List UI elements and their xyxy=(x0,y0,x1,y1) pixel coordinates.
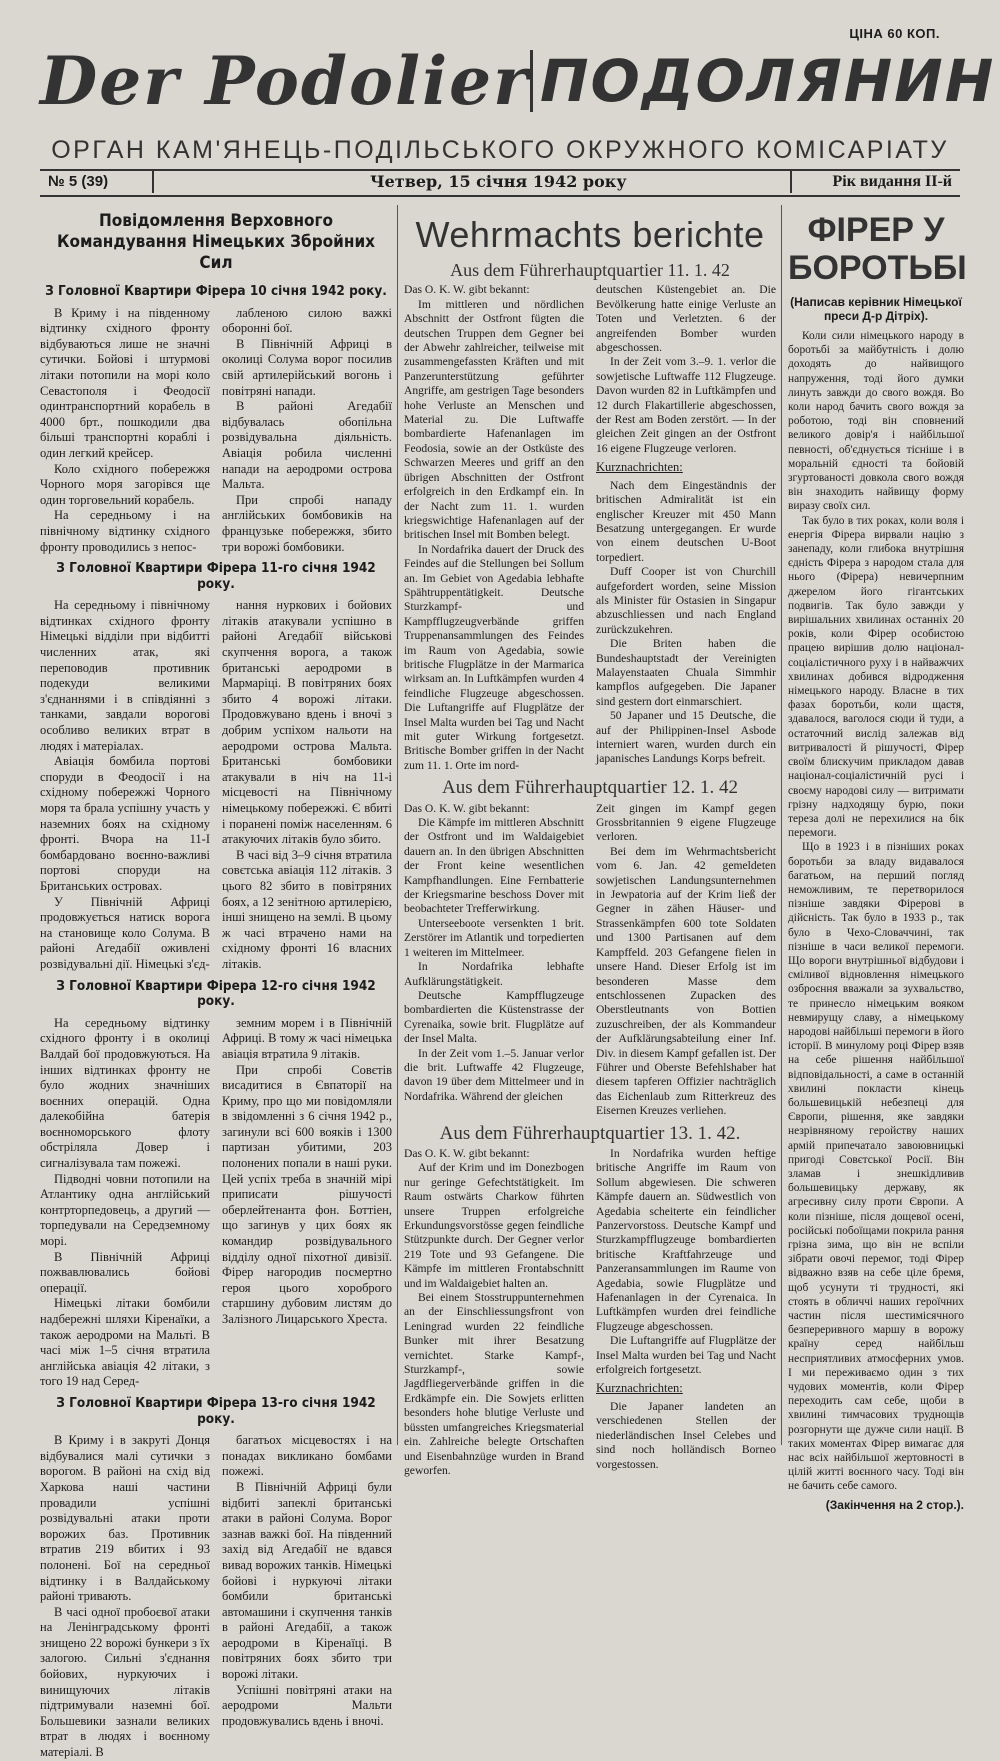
paragraph: In der Zeit vom 1.–5. Januar verlor die brit. Luftwaffe 42 Flugzeuge, davon 19 über dem Mittelmeer und in Nordafrika. Während der gleichen xyxy=(404,1046,584,1103)
paragraph: Das O. K. W. gibt bekannt: xyxy=(404,283,530,297)
headline-fuehrer-in-struggle: ФІРЕР У БОРОТЬБІ xyxy=(788,211,967,287)
short-news-heading: Kurznachrichten: xyxy=(596,1381,683,1396)
paragraph: У Північній Африці продовжується натиск ворога на становище коло Солума. В районі Агедабії оживлені розвідувальні дії. Німецькі з'єд- xyxy=(40,894,210,971)
paragraph: Так було в тих роках, коли воля і енергія Фірера вирвали націю з занепаду, коли глибока внутрішня єдність Фірера з народом стала для нього (Фірера) невичерпним джерелом його гігантських подвигів. Так було завжди у вирішальних хвилинах останніх 20 років, коли Фірер особистою працею вирішив долю націонал-соціалістичного руху і в найважчих хвилинах добився відродження німецького народу. Власне в тих фазах боротьби, коли щастя, здавалося, ваголося сюди й туди, а остаточний вислід залежав від витривалості й рішучості, Фірер своїм блискучим прикладом давав націонал-соціалістичній русі і своєму народові силу — витримати грізну надходящу бурю, поки тереза долі не перехилися на бік перемоги. xyxy=(788,514,964,840)
paragraph: В Криму і на південному відтинку східного фронту відбуваються лише не значні сутички. Бойові і штурмові літаки потопили на морі коло Севастополя і Феодосії одинтранспортний корабель в 4000 брт., пошкодили два більші транспортні кораблі і один легкий крейсер. xyxy=(40,305,210,460)
issue-bar xyxy=(40,169,960,197)
masthead-divider xyxy=(530,50,533,112)
article-author-note: (Написав керівник Німецької преси Д-р Дітріх). xyxy=(790,295,962,323)
paragraph: В Криму і в закруті Донця відбувалися малі сутички з ворогом. В районі на схід від Харкова наші частини провадили успішні розвідувальні атаки проти ворожих баз. Противник втратив 219 вбитих і 93 полонені. Бої на середньої відтинку і в Валдайському районі тривають. xyxy=(40,1433,210,1604)
paragraph: При спробі Совєтів висадитися в Євпаторії на Криму, про що ми повідомляли в звідомленні з 6 січня 1942 р., загинули всі 600 вояків і 1300 партизан убитими, 203 полонених попали в наші руки. Цей успіх треба в значній мірі приписати рішучості оберлейтенанта фон. Боттіен, що загинув у цих боях як командир розвідувального відділу одної піхотної дивізії. Фірер нагородив посмертно героя цього хороброго старшину дубовим листям до Залізного Лицарського Хреста. xyxy=(222,1062,392,1326)
section-title: З Головної Квартири Фірера 10 січня 1942 року. xyxy=(45,283,387,299)
report-body xyxy=(404,1147,776,1478)
paragraph: Авіація бомбила портові споруди в Феодосії і на східному побережжі Чорного моря та брала успішну участь у наземних боях на східному фронті. Вчора на 11-І бомбардовано воєнно-важливі портові споруди на Британських островах. xyxy=(40,754,210,893)
headline-okw-reports: Повідомлення Верховного Командування Німецьких Збройних Сил xyxy=(56,211,376,273)
masthead-ukrainian-title: ПОДОЛЯНИН xyxy=(540,47,996,115)
paragraph: Німецькі літаки бомбили надбережні шляхи Кіренаїки, а також аеродроми на Мальті. В часі між 1–5 січня втратила англійська авіація 42 літаки, з того 19 над Серед- xyxy=(40,1296,210,1389)
paragraph: Nach dem Eingeständnis der britischen Admiralität ist ein englischer Kreuzer mit 450 Mann Besatzung untergegangen. Er wurde von einem deutschen U-Boot torpediert. xyxy=(596,478,776,564)
paragraph: Що в 1923 і в пізніших роках боротьби за владу видавалося багатьом, на перший погляд неможливим, те перетворилося пізніше завдяки Фірерові в дійсність. Так було в 1933 р., так було в Чехо-Словаччині, так пізніше в часи великої перемоги. Що вороги внутрішньої відбудови і сміливої відновлення німецького озброєння вважали за зухвальство, те принесло німецьким вояком невмирущу славу, а німецькому народові найбільші перемоги в його історії. В минулому році Фірер взяв на себе рішення найбільшої відповідальності, а саме в останній хвилині покласти кінець большевицькій небезпеці для Європи, рішення, яке завдяки незрівняному геройству наших армій припечатало завоювницькі пригоді Совєтської Росії. Він зламав і знешкідливив большевицьку державу, як агресивну силу проти Європи. А коли пізніше, після дощевої осені, російські побоїщами покрила рання грізна зима, що він не вспіли зібрати овочі перемог, тоді Фірер відважно взяв на себе ціле бремя, щоб усунути ті трудності, які стоять в обличчі наших героїчних частин після шестимісячного безпереривного маршу в ворожу країну серед найбільш несприятливих атмосферних умов. І ми переживаємо один з тих чудових моментів, коли Фірер переходить сам себе, щоби в хвилині тимчасових труднощів розгорнути ще дужче сили нації. В таких моментах Фірер вимагає для нас всіх найбільшої жертовності в цілій житті воєнного часу. Тоді він не бачить себе самого. xyxy=(788,841,964,1493)
paragraph: Unterseeboote versenkten 1 brit. Zerstörer im Atlantik und torpedierten 1 weiteren im Mittelmeer. xyxy=(404,916,584,959)
section-body xyxy=(40,1433,392,1760)
paragraph: В Північній Африці в околиці Солума ворог посилив свій артилерійський вогонь і повітряні напади. xyxy=(222,336,392,398)
section-title: З Головної Квартири Фірера 12-го січня 1942 року. xyxy=(56,977,376,1010)
column-fuehrer-article xyxy=(788,205,967,1512)
continuation-note: (Закінчення на 2 стор.). xyxy=(825,1497,964,1512)
issue-date: Четвер, 15 січня 1942 року xyxy=(370,172,627,191)
column-wehrmacht-reports xyxy=(404,205,776,1478)
issue-separator xyxy=(790,169,792,193)
paragraph: В районі Агедабії відбувалась обопільна розвідувальна діяльність. Авіація робила численні напади на аеродроми острова Мальта. xyxy=(222,399,392,492)
paragraph: Deutsche Kampfflugzeuge bombardierten die Küstenstrasse der Cyrenaika, sowie brit. Flugplätze auf der Insel Malta. xyxy=(404,988,584,1046)
section-body xyxy=(40,598,392,972)
paragraph: Duff Cooper ist von Churchill aufgefordert worden, seine Mission als Minister für Ostasien in Singapur abzuschliessen und nach England zurückzukehren. xyxy=(596,565,776,636)
paragraph: In der Zeit vom 3.–9. 1. verlor die sowjetische Luftwaffe 112 Flugzeuge. Davon wurden 82 in Luftkämpfen und 12 durch Flakartillerie abgeschossen, der Rest am Boden zerstört. — In der gleichen Zeit gingen an der Ostfront 16 eigene Flugzeuge verloren. xyxy=(596,355,776,455)
section-title: З Головної Квартири Фірера 13-го січня 1942 року. xyxy=(56,1394,376,1427)
paragraph: В часі від 3–9 січня втратила совєтська авіація 112 літаків. З цього 82 збито в повітряних боях, а 12 зенітною артилерією, інші знищено на землі. В цьому ж часі втрачено нами на східному фронті 16 власних літаків. xyxy=(222,847,392,971)
paragraph: In Nordafrika lebhafte Aufklärungstätigkeit. xyxy=(404,960,584,988)
paragraph: В часі одної пробоєвої атаки на Ленінградському фронті знищено 22 ворожі бункери з їх залогою. Сильні з'єднання бойових, нуркуючих і винищуючих літаків підтримували наземні бої. Большевики зазнали великих втрат в людях і воєнному матеріалі. В xyxy=(40,1604,210,1760)
paragraph: Підводні човни потопили на Атлантику одна англійський контрторпедовець, а другий — торпедували на Середземному морі. xyxy=(40,1171,210,1249)
paragraph: нання нуркових і бойових літаків атакували успішно в районі Агедабії військові скупчення ворога, а також британські аеродроми в Мармаріці. В повітряних боях збито 4 ворожі літаки. Продовжувано вдень і вночі з добрим успіхом нальоти на аеродроми острова Мальта. Британські бомбовики атакували в ніч на 11-і місцевості на Північному німецькому побережжі. Є вбиті і поранені поміж населенням. 6 атакуючих літаків було збито. xyxy=(222,598,392,847)
short-news-heading: Kurznachrichten: xyxy=(596,460,683,475)
issue-number: № 5 (39) xyxy=(48,173,109,190)
section-title: З Головної Квартири Фірера 11-го січня 1942 року. xyxy=(56,560,376,592)
column-ukrainian-reports xyxy=(40,205,392,1761)
paragraph: In Nordafrika wurden heftige britische Angriffe im Raum von Sollum abgewiesen. Die schweren Kämpfe dauern an. Südwestlich von Agedabia scheiterte ein feindlicher Panzervorstoss. Deutsche Kampf und Sturzkampfflugzeuge bombardierten britische Kraftfahrzeuge und Panzeransammlungen im Raume von Agedabia, sowie Flugplätze und Hafenanlagen in der Cyrenaica. In Luftkämpfen wurden drei feindliche Flugzeuge abgeschossen. xyxy=(596,1146,776,1333)
paragraph: При спробі нападу англійських бомбовиків на французьке побережжя, збито три ворожі бомбовики. xyxy=(222,492,392,554)
price: ЦІНА 60 КОП. xyxy=(849,26,940,41)
paragraph: На середньому і північному відтинках східного фронту Німецькі відділи при відбитті численних атак, які переповодив противник подекуди великими з'єднаннями і в співдіянні з танками, завдали ворогові особливо великих втрат в людях і матеріалах. xyxy=(40,598,210,753)
paragraph: земним морем і в Північній Африці. В тому ж часі німецька авіація втратила 9 літаків. xyxy=(222,1015,392,1061)
paragraph: Die Kämpfe im mittleren Abschnitt der Ostfront und im Waldaigebiet dauern an. In den übrigen Abschnitten der Front keine wesentlichen Kampfhandlungen. Eine Fernbatterie der Kriegsmarine beschoss Dover mit beobachteter Trefferwirkung. xyxy=(404,816,584,916)
paragraph: багатьох місцевостях і на понадах викликано бомбами пожежі. xyxy=(222,1433,392,1479)
issue-separator xyxy=(152,169,154,193)
paragraph: лабленою силою важкі оборонні бої. xyxy=(222,305,392,336)
masthead-german-title: Der Podolier xyxy=(40,42,530,120)
organ-subtitle: ОРГАН КАМ'ЯНЕЦЬ-ПОДІЛЬСЬКОГО ОКРУЖНОГО КОМІСАРІАТУ xyxy=(51,136,949,164)
section-body xyxy=(40,1016,392,1390)
column-rule xyxy=(397,205,398,1445)
report-body xyxy=(404,283,776,773)
paragraph: deutschen Küstengebiet an. Die Bevölkerung hatte einige Verluste an Toten und Verletzten. 6 der angreifenden Bomber wurden abgeschossen. xyxy=(596,283,776,355)
paragraph: Die Briten haben die Bundeshauptstadt der Vereinigten Malayenstaaten Chuala Simmhir kampflos aufgegeben. Die Japaner sind gestern dort einmarschiert. xyxy=(596,637,776,708)
paragraph: В Північній Африці пожвавлювались бойові операції. xyxy=(40,1249,210,1295)
paragraph: Bei einem Stosstruppunternehmen an der Einschliessungsfront von Leningrad wurden 22 feindliche Bunker mit ihrer Besatzung vernichtet. Starke Kampf-, Sturzkampf-, sowie Jagdfliegerverbände griffen in die Erdkämpfe ein. Die Sowjets erlitten besonders hohe blutige Verluste und büssten umfangreiches Kriegsmaterial ein. Zahlreiche belegte Ortschaften und Eisenbahnzüge wurden in Brand geworfen. xyxy=(404,1291,584,1477)
paragraph: Das O. K. W. gibt bekannt: xyxy=(404,801,530,815)
paragraph: Das O. K. W. gibt bekannt: xyxy=(404,1146,530,1160)
report-title: Aus dem Führerhauptquartier 12. 1. 42 xyxy=(441,777,739,799)
paragraph: В Північній Африці були відбиті запеклі британські атаки в районі Солума. Ворог зазнав важкі бої. На південний захід від Агедабії не вдався вивад ворожих танків. Німецькі бойові і нуркуючі літаки бомбили британські автомашини і скупчення танків в районі Агедабії, а також аеродроми в Кіренаїці. В повітряних боях збито три ворожі літаки. xyxy=(222,1479,392,1682)
paragraph: Auf der Krim und im Donezbogen nur geringe Gefechtstätigkeit. Im Raum ostwärts Charkow führten unsere Truppen erfolgreiche Erkundungsvorstösse gegen feindliche Stützpunkte durch. Der Gegner verlor 219 Tote und 93 Gefangene. Die Kämpfe im mittleren Frontabschnitt und im Waldaigebiet halten an. xyxy=(404,1161,584,1290)
paragraph: 50 Japaner und 15 Deutsche, die auf der Philippinen-Insel Asbode interniert waren, wurden durch ein japanisches Landungs Korps befreit. xyxy=(596,709,776,766)
paragraph: Die Luftangriffe auf Flugplätze der Insel Malta wurden bei Tag und Nacht erfolgreich fortgesetzt. xyxy=(596,1334,776,1377)
paragraph: Im mittleren und nördlichen Abschnitt der Ostfront fügten die deutschen Truppen dem Gegner bei der Abwehr zahlreicher, teilweise mit zusammengefassten Kräften und mit Panzerunterstützung geführter Angriffe, am gestrigen Tage besonders hohe Verluste an Menschen und Material zu. Die Luftwaffe bombardierte Hafenanlagen im Feodosia, sowie an der Ostküste des Schwarzen Meeres und griff an den übrigen Abschnitten der Ostfront erfolgreich in den Erdkampf ein. In der Nacht zum 11. 1. wurden kriegswichtige Hafenanlagen auf der britischen Insel mit Bomben belegt. xyxy=(404,297,584,542)
paragraph: Bei dem im Wehrmachtsbericht vom 6. Jan. 42 gemeldeten sowjetischen Landungsunternehmen in Jewpatoria auf der Krim ließ der Gegner in zähen Häuser- und Strassenkämpfen 600 tote Soldaten und 1300 Partisanen auf dem Kampffeld. 203 Gefangene fielen in unsere Hand. Dieser Erfolg ist im besonderen Masse dem entschlossenen Zupacken des Oberstleutnants von Bottien zuzuschreiben, der als Kommandeur der Aufklärungsabteilung einer Inf. Div. in diesem Kampf gefallen ist. Der Führer und Oberste Befehlshaber hat diesem tapferen Offizier nachträglich das Eichenlaub zum Ritterkreuz des Eisernen Kreuzes verliehen. xyxy=(596,844,776,1118)
issue-year: Рік видання ІІ-й xyxy=(832,173,952,190)
report-title: Aus dem Führerhauptquartier 11. 1. 42 xyxy=(450,260,730,280)
masthead xyxy=(40,40,996,122)
report-body xyxy=(404,802,776,1119)
paragraph: Die Japaner landeten an verschiedenen Stellen der niederländischen Insel Celebes und sind noch holländisch Borneo vorgestossen. xyxy=(596,1399,776,1471)
paragraph: Коло східного побережжя Чорного моря загорівся ще один торговельний корабель. xyxy=(40,461,210,507)
report-title: Aus dem Führerhauptquartier 13. 1. 42. xyxy=(439,1122,741,1144)
column-rule xyxy=(781,205,782,1445)
section-body xyxy=(40,306,392,556)
paragraph: Коли сили німецького народу в боротьбі за майбутність і долю доходять до найвищого напруження, тоді його думки линуть завжди до свого вождя. Во коли народ бачить свого вождя за роботою, тоді він сповнений великого довір'я і найбільшої певності, об'єднується тісніше і в моральній єдності та бойовій згуртованості довкола свого вождя він знаходить найвищу форму виразу своїх сил. xyxy=(788,330,964,513)
paragraph: Успішні повітряні атаки на аеродроми Мальти продовжувались вдень і вночі. xyxy=(222,1682,392,1728)
paragraph: На середньому і на північному відтинку східного фронту проводились з непос- xyxy=(40,508,210,554)
paragraph: Zeit gingen im Kampf gegen Grossbritannien 9 eigene Flugzeuge verloren. xyxy=(596,801,776,844)
headline-wehrmachtsberichte: Wehrmachts berichte xyxy=(415,214,765,255)
paragraph: In Nordafrika dauert der Druck des Feindes auf die Stellungen bei Sollum an. Im Gebiet von Agedabia lebhafte Spähtruppentätigkeit. Deutsche Sturzkampf- und Kampfflugzeugverbände griffen Truppenansammlungen des Feindes im Raum von Agedabia, sowie britische Flugplätze in der Marmarica wirksam an. In Luftkämpfen wurden 4 feindliche Flugzeuge abgeschossen. Die Luftangriffe auf Flugplätze der Insel Malta wurden bei Tag und Nacht mit guter Wirkung fortgesetzt. Britische Bomber griffen in der Nacht zum 11. 1. Orte im nord- xyxy=(404,542,584,772)
paragraph: На середньому відтинку східного фронту і в околиці Валдай бої продовжуються. На інших відтинках фронту не було жодних значніших воєнних операцій. Одна далекобійна батерія воєнноморського флоту обстріляла Довер і сигналізувала там пожежі. xyxy=(40,1015,210,1171)
